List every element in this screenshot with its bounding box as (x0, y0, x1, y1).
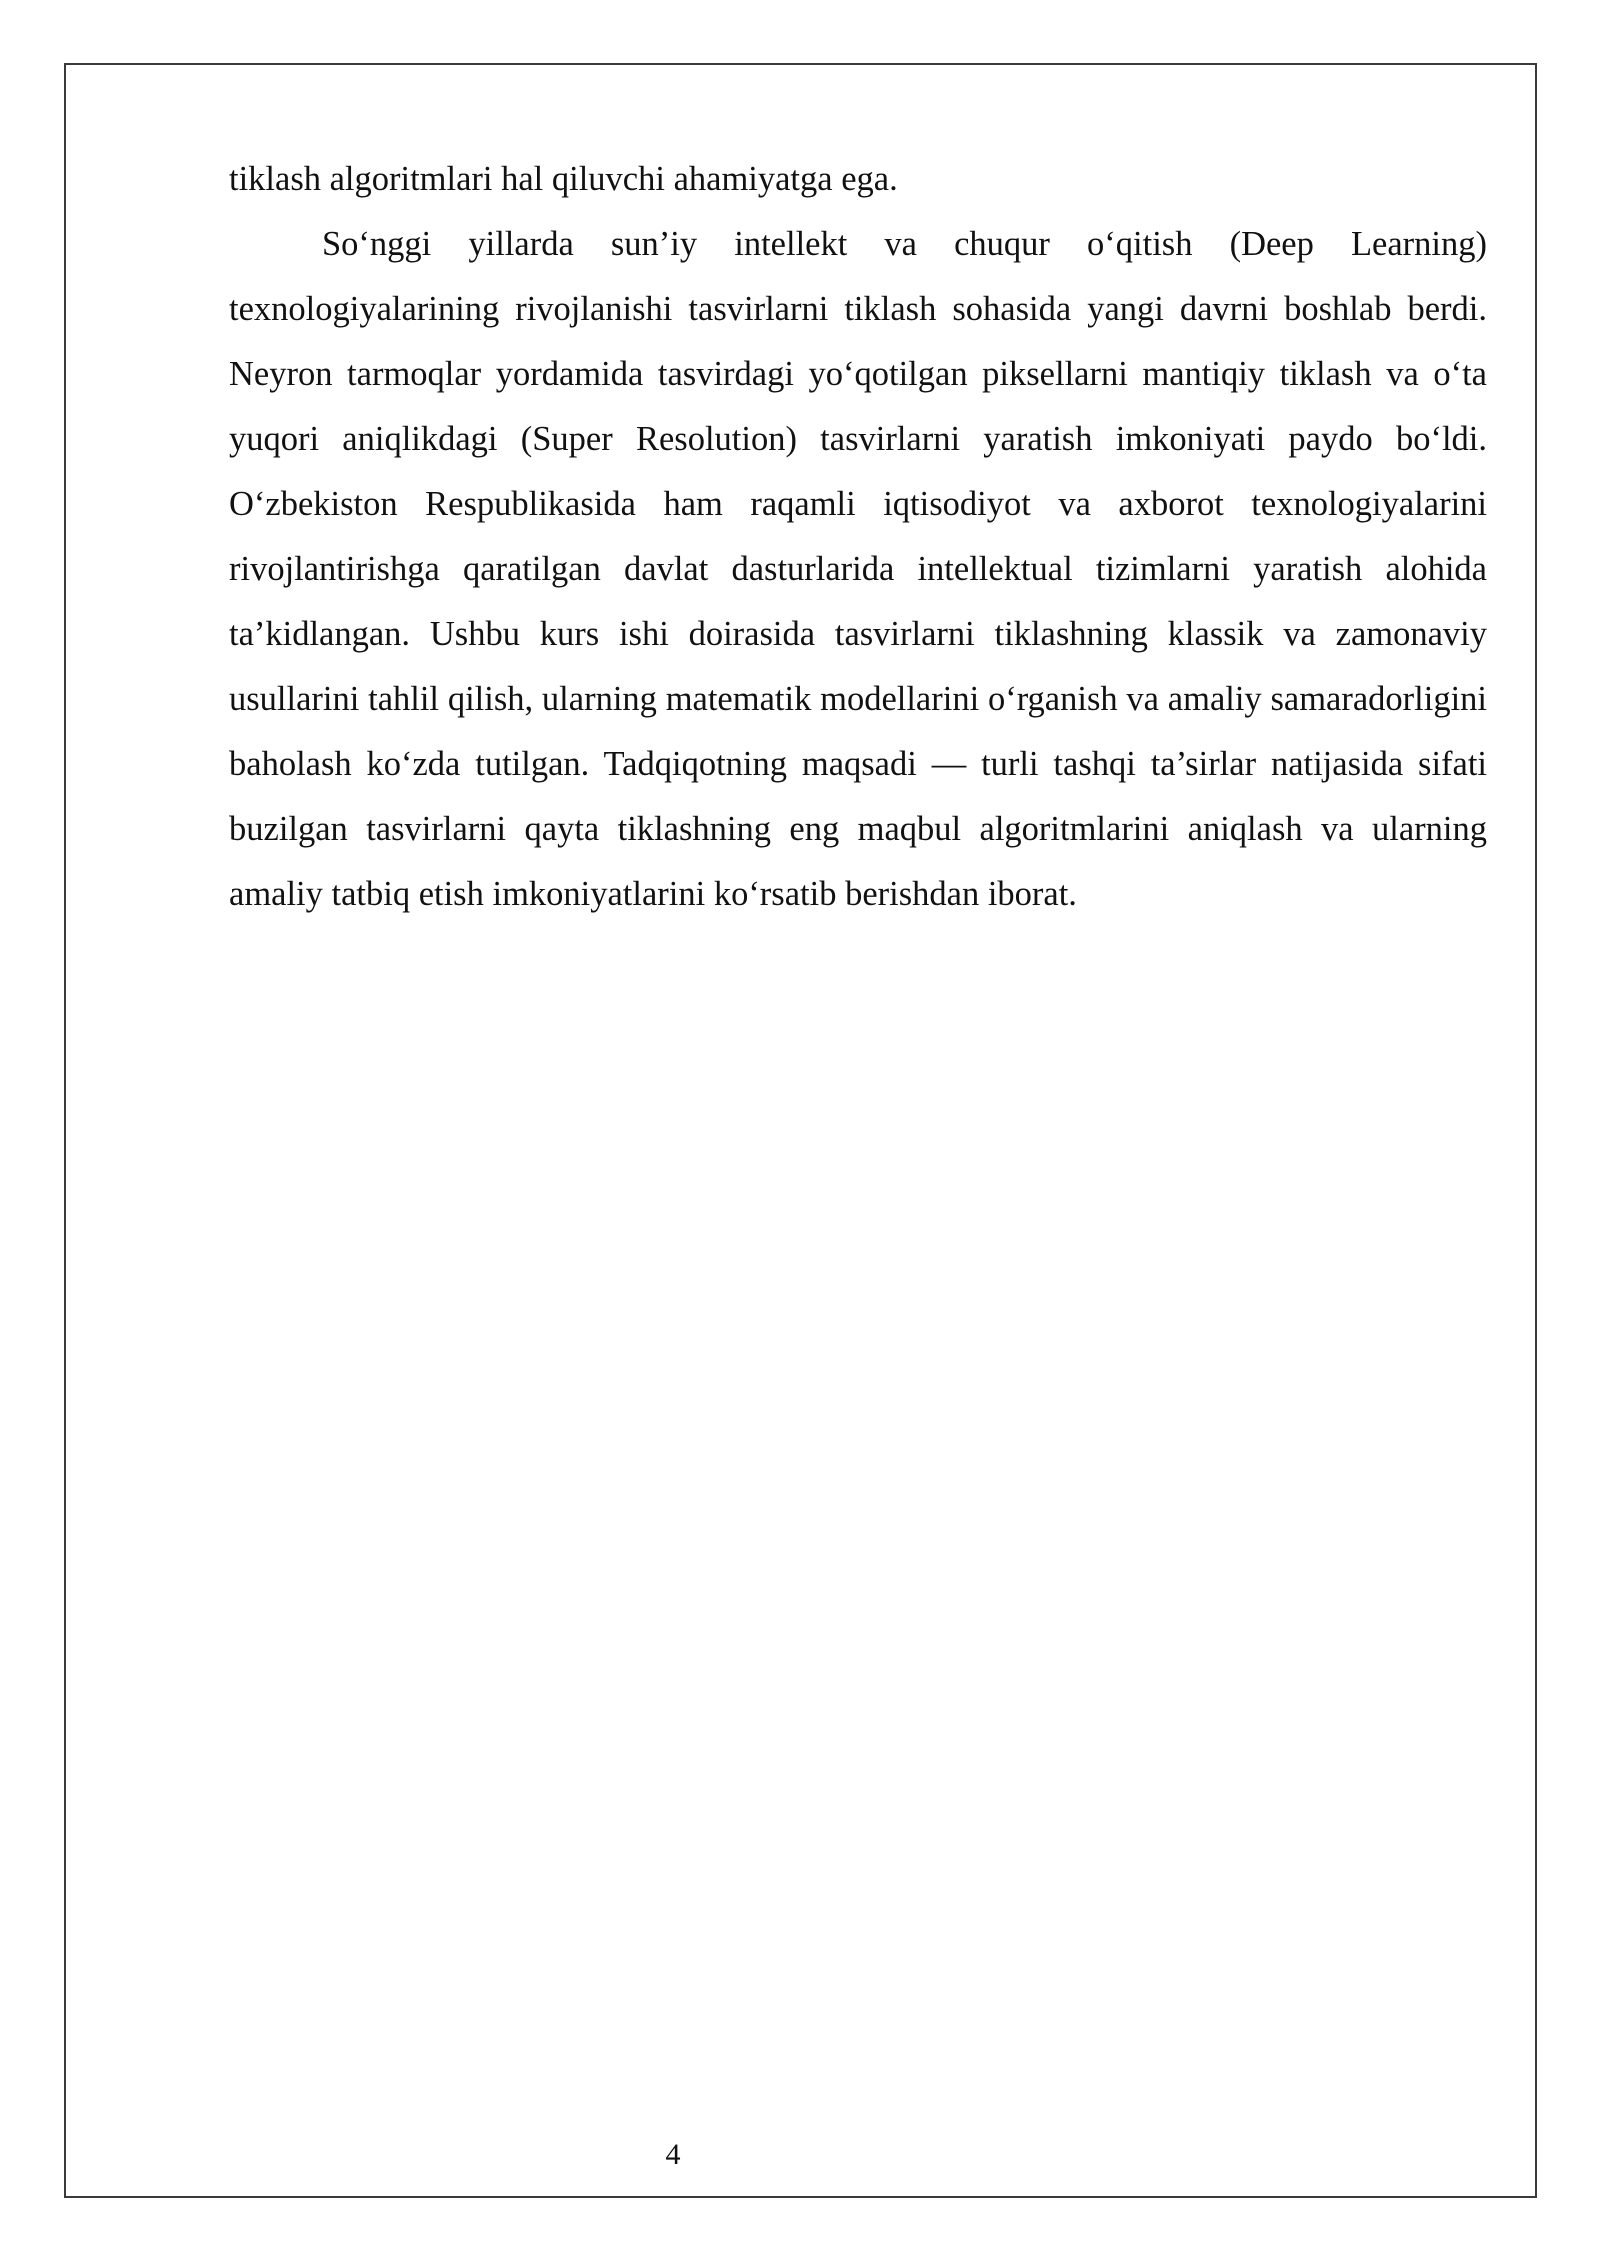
document-body (229, 147, 1487, 927)
paragraph-continuation: tiklash algoritmlari hal qiluvchi ahamiyatga ega. (229, 160, 898, 198)
paragraph-intro: So‘nggi yillarda sun’iy intellekt va chuqur o‘qitish (Deep Learning) texnologiyalarining rivojlanishi tasvirlarni tiklash sohasida yangi davrni boshlab berdi. Neyron tarmoqlar yordamida tasvirdagi yo‘qotilgan piksellarni mantiqiy tiklash va o‘ta yuqori aniqlikdagi (Super Resolution) tasvirlarni yaratish imkoniyati paydo bo‘ldi. O‘zbekiston Respublikasida ham raqamli iqtisodiyot va axborot texnologiyalarini rivojlantirishga qaratilgan davlat dasturlarida intellektual tizimlarni yaratish alohida ta’kidlangan. Ushbu kurs ishi doirasida tasvirlarni tiklashning klassik va zamonaviy usullarini tahlil qilish, ularning matematik modellarini o‘rganish va amaliy samaradorligini baholash ko‘zda tutilgan. Tadqiqotning maqsadi — turli tashqi ta’sirlar natijasida sifati buzilgan tasvirlarni qayta tiklashning eng maqbul algoritmlarini aniqlash va ularning amaliy tatbiq etish imkoniyatlarini ko‘rsatib berishdan iborat. (229, 225, 1487, 913)
page-number: 4 (665, 2138, 681, 2171)
